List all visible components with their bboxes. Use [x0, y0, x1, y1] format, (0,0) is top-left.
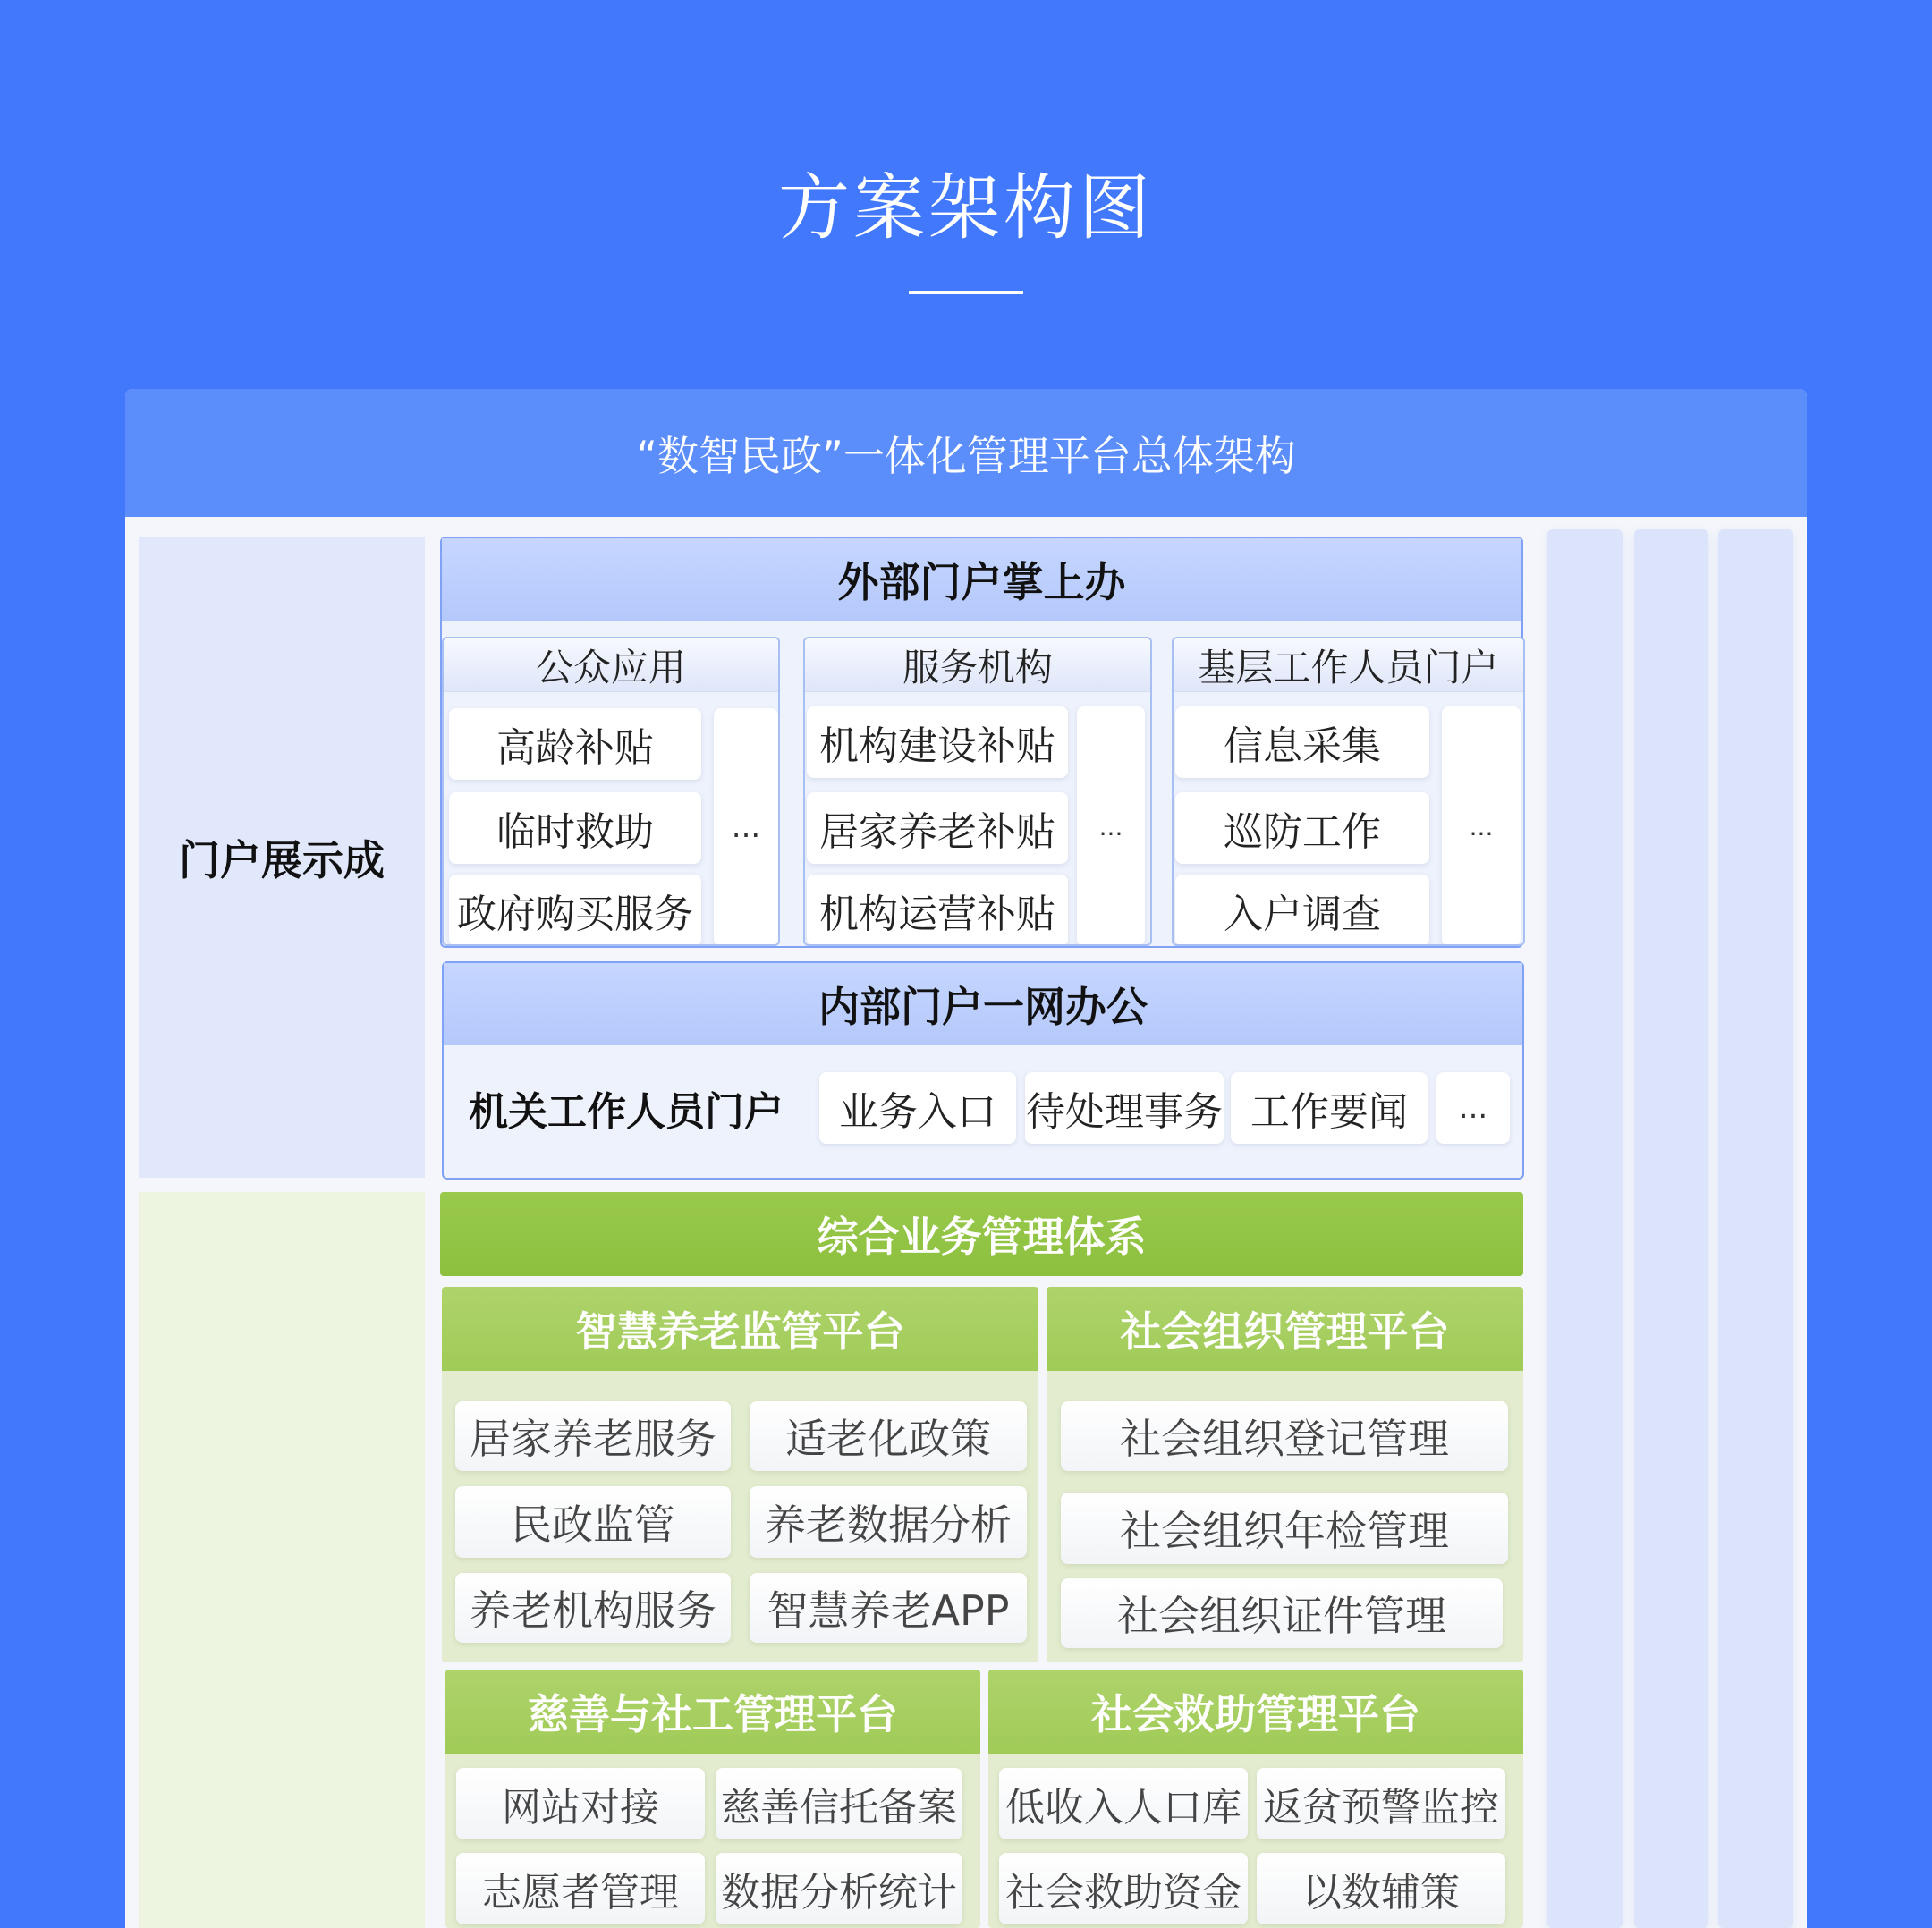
platform-social-orgs: [1046, 1287, 1523, 1662]
list-item[interactable]: 民政监管: [455, 1486, 731, 1558]
more-items[interactable]: ...: [1077, 706, 1145, 946]
more-items[interactable]: ...: [1436, 1072, 1510, 1144]
more-items[interactable]: ...: [714, 708, 778, 946]
list-item[interactable]: 政府购买服务: [449, 875, 701, 946]
group-title: 服务机构: [805, 638, 1150, 692]
list-item[interactable]: 慈善信托备案: [716, 1768, 962, 1839]
internal-portal-label: 机关工作人员门户: [469, 1089, 784, 1135]
list-item[interactable]: 低收入人口库: [999, 1768, 1248, 1839]
more-items[interactable]: ...: [1442, 706, 1521, 946]
external-portal-title: 外部门户掌上办: [442, 538, 1521, 621]
list-item[interactable]: 信息采集: [1175, 706, 1429, 778]
list-item[interactable]: 社会组织登记管理: [1061, 1401, 1508, 1471]
platform-title: 智慧养老监管平台: [442, 1287, 1038, 1371]
architecture-panel: [125, 389, 1807, 1928]
list-item[interactable]: 养老数据分析: [750, 1486, 1027, 1558]
list-item[interactable]: 返贫预警监控: [1257, 1768, 1505, 1839]
list-item[interactable]: 巡防工作: [1175, 792, 1429, 864]
list-item[interactable]: 居家养老补贴: [807, 792, 1068, 864]
list-item[interactable]: 社会救助资金: [999, 1853, 1248, 1924]
list-item[interactable]: 以数辅策: [1257, 1853, 1505, 1924]
portal-layer-label-box: [139, 537, 425, 1178]
list-item[interactable]: 待处理事务: [1025, 1072, 1224, 1144]
group-title: 公众应用: [444, 638, 778, 692]
platform-smart-elderly: [442, 1287, 1038, 1662]
list-item[interactable]: 适老化政策: [750, 1401, 1027, 1471]
list-item[interactable]: 业务入口: [819, 1072, 1016, 1144]
list-item[interactable]: 数据分析统计: [716, 1853, 962, 1924]
group-public-apps: [442, 637, 780, 946]
list-item[interactable]: 机构运营补贴: [807, 875, 1068, 946]
list-item[interactable]: 智慧养老APP: [750, 1573, 1027, 1643]
list-item[interactable]: 高龄补贴: [449, 708, 701, 780]
list-item[interactable]: 社会组织年检管理: [1061, 1493, 1508, 1564]
platform-social-assistance: [988, 1670, 1523, 1928]
right-column-2: [1634, 529, 1708, 1928]
portal-layer-label: 门户展示成: [179, 835, 385, 884]
platform-title: 社会组织管理平台: [1046, 1287, 1523, 1371]
panel-title: “数智民政”一体化管理平台总体架构: [125, 389, 1807, 517]
list-item[interactable]: 社会组织证件管理: [1061, 1578, 1503, 1648]
group-service-orgs: [803, 637, 1152, 946]
right-column-3: [1718, 529, 1793, 1928]
list-item[interactable]: 工作要闻: [1231, 1072, 1428, 1144]
external-portal-box: [440, 537, 1523, 948]
title-divider: [909, 291, 1023, 294]
internal-portal-box: [442, 961, 1524, 1180]
list-item[interactable]: 养老机构服务: [455, 1573, 731, 1643]
list-item[interactable]: 入户调查: [1175, 875, 1429, 946]
group-title: 基层工作人员门户: [1174, 638, 1523, 692]
list-item[interactable]: 志愿者管理: [456, 1853, 705, 1924]
list-item[interactable]: 居家养老服务: [455, 1401, 731, 1471]
internal-portal-title: 内部门户一网办公: [444, 963, 1522, 1045]
list-item[interactable]: 网站对接: [456, 1768, 705, 1839]
group-grassroots-portal: [1172, 637, 1525, 946]
platform-charity-social-work: [445, 1670, 980, 1928]
platform-title: 慈善与社工管理平台: [445, 1670, 980, 1754]
list-item[interactable]: 临时救助: [449, 792, 701, 864]
right-column-1: [1547, 529, 1623, 1928]
page-title: 方案架构图: [778, 165, 1154, 249]
business-system-title: 综合业务管理体系: [440, 1192, 1523, 1276]
platform-title: 社会救助管理平台: [988, 1670, 1523, 1754]
business-layer-label-box: [139, 1192, 425, 1928]
list-item[interactable]: 机构建设补贴: [807, 706, 1068, 778]
